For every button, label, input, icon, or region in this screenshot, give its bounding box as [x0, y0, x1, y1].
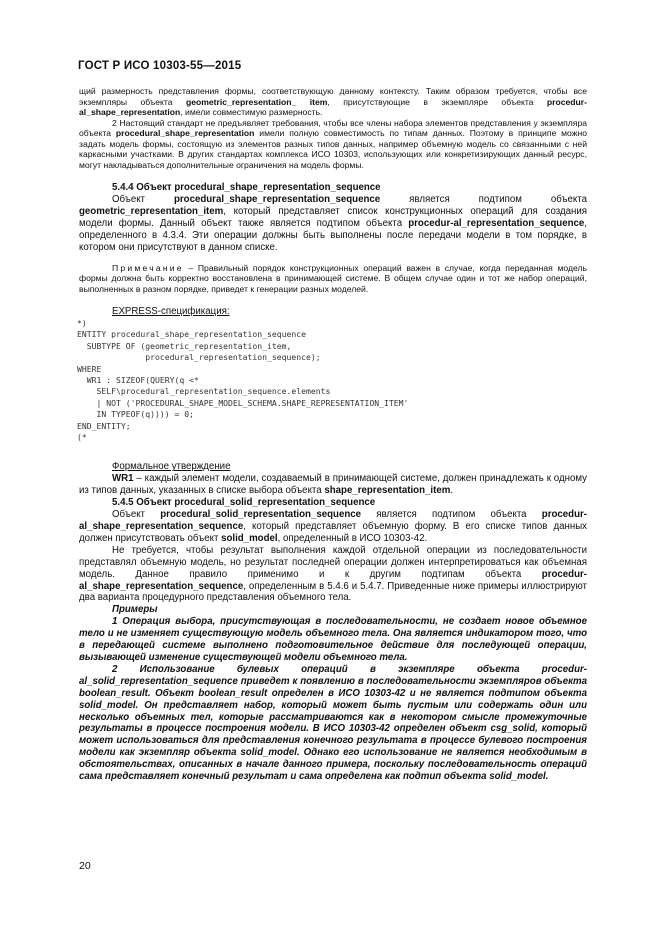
example-1 — [79, 616, 587, 664]
examples-title — [79, 604, 587, 616]
paragraph-5-4-5-b — [79, 545, 587, 605]
text-run: – каждый элемент модели, создаваемый в принимающей системе, должен принадлежать к одному из типов данных, указанных в списке выбора объекта — [79, 473, 587, 497]
entity-name: shape_representation_item — [324, 485, 451, 497]
express-spec-title — [79, 306, 587, 318]
express-code-block: *) ENTITY procedural_shape_representation_sequence SUBTYPE OF (geometric_representation_item, procedural_representation_sequence); WHERE WR1 : SIZEOF(QUERY(q <* SELF\procedural_representation_sequence.elements | NOT ('PROCEDURAL_SHAPE_MODEL_SCHEMA.SHAPE_REPRESENTATION_ITEM' IN TYPEOF(q)))) = 0; END_ENTITY; (* — [77, 317, 409, 442]
text-run: , определенный в ИСО 10303-42. — [277, 532, 428, 544]
entity-name: boolean_result — [79, 687, 148, 699]
text-run: Не требуется, чтобы результат выполнения каждой отдельной операции из последовательности представлял объемную модель, но результат последней операции должен интерпретироваться как объемная модель. Данное правило применимо и к другим подтипам объекта — [79, 544, 587, 580]
rule-label: WR1 — [112, 473, 134, 485]
entity-name: procedural_shape_representation — [115, 128, 255, 138]
text-run: . — [545, 771, 549, 783]
paragraph-compatibility — [79, 118, 587, 171]
text-run: имели полную совместимость по типам данных. Поэтому в принципе можно задать модель формы, состоящую из элементов разных типов данных, например объемную модель со связанными с ней каркасными участками. В других стандартах комплекса ИСО 10303, использующих или конкретизирующих данный ресурс, могут накладываться дополнительные ограничения на модель формы. — [79, 128, 587, 170]
text-run: 2 Использование булевых операций в экземпляре объекта — [112, 663, 542, 675]
formal-title: Формальное утверждение — [112, 461, 231, 473]
text-run: . — [450, 485, 454, 497]
text-run: Объект — [112, 194, 174, 205]
examples-label: Примеры — [112, 604, 158, 616]
text-run: , определенного в 4.3.4. Эти операции должны быть выполнены после передачи модели в том порядке, в котором они присутствуют в данном списке. — [79, 217, 587, 253]
paragraph-5-4-5-a — [79, 509, 587, 545]
entity-name: procedural_shape_representation_sequence — [173, 194, 381, 205]
entity-name: procedural_solid_representation_sequence — [160, 509, 362, 521]
entity-name: geometric_representation_ item — [185, 96, 328, 107]
formal-proposition-title — [79, 461, 587, 473]
text-run: является подтипом объекта — [380, 194, 587, 205]
express-title: EXPRESS-спецификация: — [112, 306, 230, 318]
text-run: . Объект — [147, 687, 199, 699]
text-run: , имели совместимую размерность. — [180, 107, 323, 117]
example-text: 1 Операция выбора, присутствующая в последовательности, не создает новое объемное тело и не изменяет существующую модель объемного тела. Она является индикатором того, что в передающей системе выполнено подготовительное действие для последующей операции, вызывающей изменение существующей модели объемного тела. — [79, 616, 587, 663]
page-body — [79, 86, 587, 783]
text-run: , присутствующие в экземпляре объекта — [327, 96, 547, 107]
entity-name: procedur-al_representation_sequence — [408, 217, 585, 229]
entity-name: procedur-al_solid_representation_sequence — [79, 663, 587, 687]
note-paragraph — [79, 263, 587, 295]
text-run: , который представляет объемную форму. В его списке типов данных должен присутствовать объект — [79, 521, 587, 544]
note-text: – Правильный порядок конструкционных операций важен в случае, когда переданная модель формы должна быть корректно восстановлена в принимающей системе. В общем случае один и тот же набор операций, выполненных в разном порядке, приведет к генерации разных моделей. — [79, 262, 587, 294]
text-run: Объект — [112, 509, 161, 521]
text-run: , который может использоваться для представления конечного результата в процессе булевого построения модели как экземпляр объекта — [79, 723, 587, 759]
page-number: 20 — [79, 860, 91, 872]
text-run: приведет к появлению в последовательности экземпляров объекта — [237, 675, 587, 687]
text-run: , который представляет список конструкционных операций для создания модели формы. Данный объект также является подтипом объекта — [79, 205, 587, 229]
entity-name: solid_model — [240, 747, 297, 759]
entity-name: solid_model — [79, 699, 136, 711]
text-run: является подтипом объекта — [361, 509, 542, 521]
entity-name: procedur-al_shape_representation_sequence — [79, 509, 587, 533]
rule-wr1 — [79, 473, 587, 497]
section-heading-5-4-4: 5.4.4 Объект procedural_shape_representation_sequence — [112, 182, 381, 193]
entity-name: boolean_result — [198, 687, 268, 699]
text-run: щий размерность представления формы, соответствующую данному контексту. Таким образом требуется, чтобы все экземпляры объекта — [79, 86, 587, 107]
text-run: определен в ИСО 10303-42 и не является подтипом объекта — [267, 687, 587, 699]
paragraph-dimension — [79, 86, 587, 118]
entity-name: solid_model — [489, 771, 546, 783]
text-run: . Он представляет набор, который может быть пустым или содержать один или несколько объемных тел, которые рассматриваются как в некотором смысле промежуточные результаты в процессе построения модели. В ИСО 10303-42 определен объект — [79, 699, 587, 735]
text-run: 2 Настоящий стандарт не предъявляет требования, чтобы все члены набора элементов представления у экземпляра объекта — [79, 117, 587, 138]
entity-name: geometric_representation_item — [79, 205, 224, 217]
paragraph-5-4-4 — [79, 194, 587, 254]
example-2 — [79, 664, 587, 783]
entity-name: solid_model — [221, 532, 278, 544]
text-run: . Однако его использование не является необходимым в обстоятельствах, описанных в начале данного примера, поскольку последовательность операций сама представляет конечный результат и сама определена как подтип объекта — [79, 747, 587, 783]
entity-name: procedur-al_shape_representation — [79, 96, 587, 117]
entity-name: csg_solid — [490, 723, 536, 735]
entity-name: procedur-al_shape_representation_sequence — [79, 568, 587, 592]
text-run: , определенным в 5.4.6 и 5.4.7. Приведенные ниже примеры иллюстрируют два варианта процедурного представления объемного тела. — [79, 580, 587, 604]
note-label: Примечание — [112, 262, 184, 273]
standard-header: ГОСТ Р ИСО 10303-55—2015 — [78, 60, 242, 72]
section-heading-5-4-5: 5.4.5 Объект procedural_solid_representation_sequence — [112, 497, 376, 509]
